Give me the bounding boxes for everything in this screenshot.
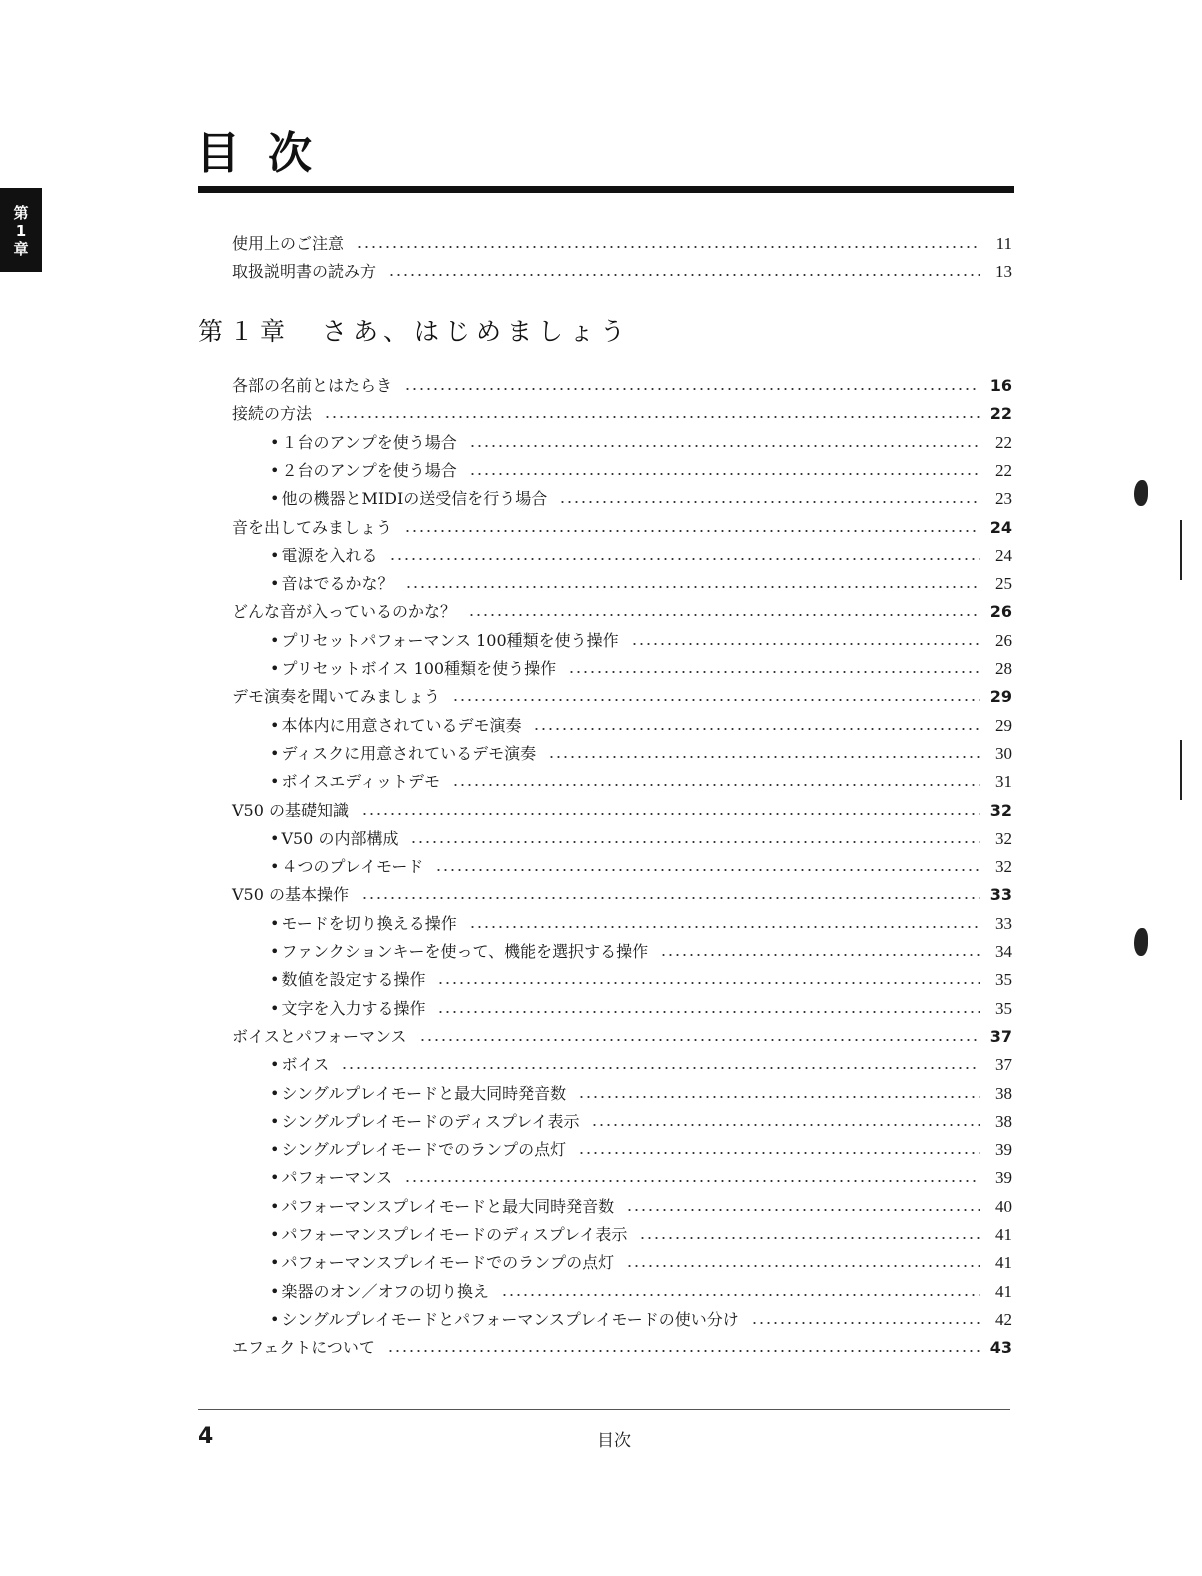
toc-entry: [0, 685, 1012, 709]
toc-entry: [0, 629, 1012, 653]
dot-leader: [591, 1124, 980, 1126]
side-tab-char: 1: [15, 222, 27, 240]
bullet-icon: •: [270, 1253, 280, 1273]
toc-entry: [0, 1195, 1012, 1219]
toc-entry-label: [232, 685, 452, 709]
dot-leader: [469, 473, 980, 475]
dot-leader: [356, 246, 980, 248]
bullet-icon: •: [270, 998, 280, 1018]
toc-entry: [0, 770, 1012, 794]
toc-entry: [0, 1082, 1012, 1106]
toc-entry: [0, 855, 1012, 879]
toc-entry-text: １台のアンプを使う場合: [281, 432, 457, 452]
toc-entry: [0, 827, 1012, 851]
toc-entry-text: 文字を入力する操作: [281, 998, 426, 1018]
toc-entry-page: 41: [995, 1253, 1012, 1273]
toc-entry: [0, 544, 1012, 568]
bullet-icon: •: [270, 489, 280, 509]
toc-entry-page: 43: [989, 1338, 1012, 1358]
toc-entry-text: 音を出してみましょう: [232, 517, 393, 537]
toc-entry-page: 33: [989, 885, 1012, 905]
toc-entry-label: [270, 1082, 578, 1106]
toc-entry-text: V50 の基礎知識: [232, 800, 350, 820]
dot-leader: [468, 614, 980, 616]
dot-leader: [452, 699, 980, 701]
chapter-heading: 第１章 さあ、はじめましょう: [198, 317, 632, 346]
bullet-icon: •: [270, 1168, 280, 1188]
toc-entry-text: プリセットパフォーマンス 100種類を使う操作: [281, 630, 619, 650]
dot-leader: [361, 813, 980, 815]
bullet-icon: •: [270, 772, 280, 792]
toc-entry-text: シングルプレイモードとパフォーマンスプレイモードの使い分け: [281, 1309, 739, 1329]
bullet-icon: •: [270, 913, 280, 933]
toc-entry: [0, 516, 1012, 540]
page-title: 目次: [196, 128, 340, 179]
dot-leader: [324, 416, 980, 418]
toc-entry-page: 28: [995, 659, 1012, 678]
toc-entry-text: ボイスとパフォーマンス: [232, 1026, 407, 1046]
dot-leader: [469, 445, 980, 447]
title-underline: [198, 186, 1014, 193]
toc-entry-text: シングルプレイモードのディスプレイ表示: [281, 1111, 580, 1131]
toc-entry: [0, 1053, 1012, 1077]
dot-leader: [639, 1237, 980, 1239]
toc-entry-page: 38: [995, 1111, 1012, 1131]
toc-entry-label: [232, 600, 468, 624]
dot-leader: [341, 1067, 980, 1069]
toc-entry-text: パフォーマンスプレイモードのディスプレイ表示: [281, 1225, 628, 1244]
dot-leader: [559, 501, 980, 503]
bullet-icon: •: [270, 1281, 280, 1301]
scan-mark: [1134, 928, 1148, 956]
toc-entry-label: [270, 572, 405, 596]
toc-entry-page: 26: [995, 630, 1012, 650]
toc-entry-label: [270, 997, 437, 1021]
toc-entry: [0, 912, 1012, 936]
toc-entry-text: 使用上のご注意: [232, 234, 345, 253]
toc-entry-text: ファンクションキーを使って、機能を選択する操作: [281, 942, 649, 961]
toc-entry: [0, 1166, 1012, 1190]
toc-entry-label: [270, 1195, 626, 1219]
bullet-icon: •: [270, 1309, 280, 1329]
toc-entry-page: 41: [995, 1281, 1012, 1301]
dot-leader: [410, 841, 980, 843]
toc-entry: [0, 1336, 1012, 1360]
toc-entry: [0, 714, 1012, 738]
toc-entry-text: デモ演奏を聞いてみましょう: [232, 687, 441, 707]
scan-mark: [1180, 520, 1182, 580]
toc-entry: [0, 968, 1012, 992]
dot-leader: [626, 1209, 980, 1211]
bullet-icon: •: [270, 630, 280, 650]
toc-entry-label: [270, 912, 469, 936]
dot-leader: [419, 1039, 980, 1041]
dot-leader: [751, 1322, 980, 1324]
toc-entry-page: 30: [995, 743, 1012, 763]
toc-entry: [0, 232, 1012, 256]
toc-entry: [0, 997, 1012, 1021]
toc-entry-text: パフォーマンスプレイモードでのランプの点灯: [281, 1253, 615, 1273]
toc-entry-text: 接続の方法: [232, 404, 313, 424]
bullet-icon: •: [270, 715, 280, 735]
toc-entry: [0, 1223, 1012, 1247]
dot-leader: [533, 728, 980, 730]
side-tab-char: 章: [13, 240, 29, 258]
toc-entry-label: [270, 827, 410, 851]
dot-leader: [660, 954, 980, 956]
bullet-icon: •: [270, 460, 280, 480]
toc-entry: [0, 402, 1012, 426]
toc-entry-page: 41: [995, 1225, 1012, 1244]
toc-entry-page: 42: [995, 1309, 1012, 1329]
toc-entry: [0, 742, 1012, 766]
footer-title: 目次: [597, 1431, 631, 1451]
toc-entry: [0, 572, 1012, 596]
dot-leader: [437, 982, 980, 984]
bullet-icon: •: [270, 1055, 280, 1075]
toc-entry-label: [270, 431, 469, 455]
bullet-icon: •: [270, 432, 280, 452]
toc-entry-page: 24: [995, 545, 1012, 565]
toc-entry-page: 37: [995, 1055, 1012, 1075]
bullet-icon: •: [270, 1225, 280, 1244]
toc-entry-page: 22: [995, 432, 1012, 452]
toc-entry-page: 29: [995, 715, 1012, 735]
bullet-icon: •: [270, 1111, 280, 1131]
toc-entry-text: ディスクに用意されているデモ演奏: [281, 743, 537, 763]
toc-entry: [0, 374, 1012, 398]
toc-entry-label: [270, 1110, 591, 1134]
toc-entry-label: [232, 883, 361, 907]
toc-entry-label: [232, 516, 404, 540]
toc-entry: [0, 260, 1012, 284]
toc-entry-label: [270, 487, 559, 511]
toc-entry-label: [270, 1053, 341, 1077]
toc-entry-page: 13: [995, 262, 1012, 281]
toc-entry: [0, 657, 1012, 681]
toc-entry-page: 39: [995, 1140, 1012, 1160]
toc-entry-page: 40: [995, 1196, 1012, 1216]
toc-entry-text: ボイスエディットデモ: [281, 772, 440, 792]
toc-entry-page: 31: [995, 772, 1012, 792]
toc-entry-label: [270, 742, 548, 766]
toc-entry-text: どんな音が入っているのかな？: [232, 602, 457, 622]
dot-leader: [404, 530, 980, 532]
toc-entry-label: [232, 1336, 387, 1360]
toc-entry-page: 23: [995, 489, 1012, 509]
toc-entry-text: V50 の基本操作: [232, 885, 350, 905]
toc-entry-page: 38: [995, 1083, 1012, 1103]
toc-entry-page: 11: [995, 234, 1012, 253]
toc-entry-label: [232, 799, 361, 823]
toc-entry-text: 電源を入れる: [281, 545, 378, 565]
toc-entry-label: [270, 855, 435, 879]
scan-mark: [1180, 740, 1182, 800]
toc-entry-text: 本体内に用意されているデモ演奏: [281, 715, 522, 735]
toc-entry-text: 各部の名前とはたらき: [232, 376, 393, 395]
bullet-icon: •: [270, 942, 280, 961]
toc-entry-page: 25: [995, 574, 1012, 594]
toc-entry-page: 32: [995, 828, 1012, 848]
toc-entry-label: [232, 1025, 419, 1049]
dot-leader: [387, 1350, 980, 1352]
dot-leader: [404, 1180, 980, 1182]
toc-entry: [0, 940, 1012, 964]
toc-entry-label: [270, 968, 437, 992]
dot-leader: [568, 671, 980, 673]
toc-entry: [0, 1138, 1012, 1162]
toc-entry: [0, 1251, 1012, 1275]
toc-entry-label: [270, 657, 568, 681]
bullet-icon: •: [270, 545, 280, 565]
toc-entry: [0, 1025, 1012, 1049]
toc-entry-page: 22: [989, 404, 1012, 424]
toc-entry-page: 32: [989, 800, 1012, 820]
toc-entry-label: [270, 1280, 501, 1304]
toc-entry-page: 16: [989, 376, 1012, 395]
dot-leader: [626, 1265, 980, 1267]
dot-leader: [452, 784, 980, 786]
footer-divider: [198, 1409, 1010, 1410]
toc-entry-text: ボイス: [281, 1055, 330, 1075]
toc-entry-label: [270, 629, 631, 653]
toc-entry-page: 22: [995, 460, 1012, 480]
toc-entry-text: パフォーマンスプレイモードと最大同時発音数: [281, 1196, 615, 1216]
toc-entry: [0, 600, 1012, 624]
toc-entry-text: 楽器のオン／オフの切り換え: [281, 1281, 489, 1301]
toc-entry-text: プリセットボイス 100種類を使う操作: [281, 659, 557, 678]
scan-mark: [1134, 480, 1148, 506]
toc-entry-text: V50 の内部構成: [281, 828, 399, 848]
toc-entry-text: 数値を設定する操作: [281, 970, 426, 990]
toc-entry-label: [270, 1166, 404, 1190]
toc-entry-page: 39: [995, 1168, 1012, 1188]
toc-entry-text: エフェクトについて: [232, 1338, 375, 1358]
toc-entry-page: 35: [995, 970, 1012, 990]
toc-entry-page: 29: [989, 687, 1012, 707]
toc-entry-text: 取扱説明書の読み方: [232, 262, 377, 281]
toc-entry-label: [270, 1251, 626, 1275]
toc-entry-text: 他の機器とMIDIの送受信を行う場合: [281, 489, 548, 509]
toc-entry: [0, 1110, 1012, 1134]
toc-entry-label: [232, 402, 324, 426]
dot-leader: [631, 643, 980, 645]
dot-leader: [435, 869, 980, 871]
toc-entry: [0, 459, 1012, 483]
toc-entry-label: [232, 374, 404, 398]
dot-leader: [501, 1294, 980, 1296]
bullet-icon: •: [270, 574, 280, 594]
dot-leader: [389, 558, 980, 560]
bullet-icon: •: [270, 970, 280, 990]
toc-entry-label: [232, 260, 388, 284]
toc-entry-text: パフォーマンス: [281, 1168, 393, 1188]
dot-leader: [548, 756, 980, 758]
toc-entry-page: 24: [989, 517, 1012, 537]
dot-leader: [469, 926, 980, 928]
toc-entry: [0, 431, 1012, 455]
toc-entry: [0, 799, 1012, 823]
toc-entry-text: ４つのプレイモード: [281, 857, 424, 877]
toc-entry: [0, 487, 1012, 511]
toc-entry-label: [270, 1308, 751, 1332]
dot-leader: [405, 586, 980, 588]
dot-leader: [388, 274, 980, 276]
side-tab-char: 第: [13, 204, 29, 222]
bullet-icon: •: [270, 828, 280, 848]
toc-entry-label: [270, 940, 660, 964]
dot-leader: [437, 1011, 980, 1013]
dot-leader: [578, 1096, 980, 1098]
toc-entry-text: ２台のアンプを使う場合: [281, 460, 457, 480]
toc-entry-page: 37: [989, 1026, 1012, 1046]
toc-entry-label: [270, 544, 389, 568]
page-number: 4: [198, 1424, 214, 1449]
toc-entry-page: 35: [995, 998, 1012, 1018]
toc-entry-label: [232, 232, 356, 256]
bullet-icon: •: [270, 857, 280, 877]
dot-leader: [404, 388, 980, 390]
bullet-icon: •: [270, 1083, 280, 1103]
toc-entry: [0, 883, 1012, 907]
bullet-icon: •: [270, 1140, 280, 1160]
toc-entry-page: 34: [995, 942, 1012, 961]
toc-entry-page: 33: [995, 913, 1012, 933]
toc-entry-label: [270, 1138, 578, 1162]
toc-entry-page: 32: [995, 857, 1012, 877]
dot-leader: [578, 1152, 980, 1154]
toc-entry-text: 音はでるかな？: [281, 574, 394, 594]
bullet-icon: •: [270, 659, 280, 678]
toc-entry-label: [270, 714, 533, 738]
toc-entry-label: [270, 459, 469, 483]
toc-entry: [0, 1280, 1012, 1304]
bullet-icon: •: [270, 1196, 280, 1216]
toc-entry-label: [270, 770, 452, 794]
toc-entry-text: シングルプレイモードでのランプの点灯: [281, 1140, 567, 1160]
bullet-icon: •: [270, 743, 280, 763]
toc-entry-text: モードを切り換える操作: [281, 913, 457, 933]
toc-entry-text: シングルプレイモードと最大同時発音数: [281, 1083, 567, 1103]
toc-entry: [0, 1308, 1012, 1332]
dot-leader: [361, 897, 980, 899]
toc-entry-page: 26: [989, 602, 1012, 622]
toc-entry-label: [270, 1223, 639, 1247]
